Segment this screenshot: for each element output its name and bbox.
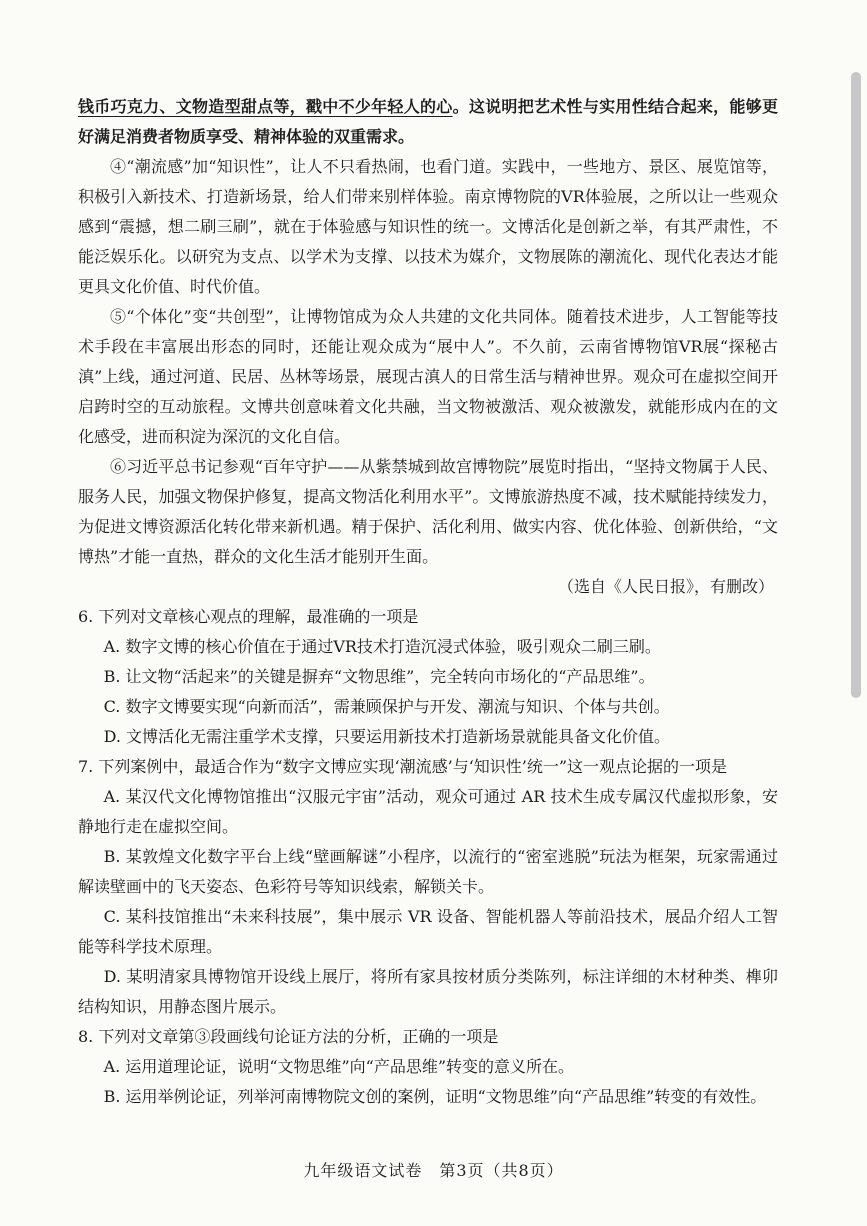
question-stem: 6. 下列对文章核心观点的理解，最准确的一项是: [78, 607, 419, 626]
option-d: D. 文博活化无需注重学术支撑，只要运用新技术打造新场景就能具备文化价值。: [103, 727, 671, 746]
option-d: D. 某明清家具博物馆开设线上展厅，将所有家具按材质分类陈列，标注详细的木材种类、榫卯结构知识，用静态图片展示。: [78, 967, 778, 1016]
option-a: A. 数字文博的核心价值在于通过VR技术打造沉浸式体验，吸引观众二刷三刷。: [103, 637, 661, 656]
option-a: A. 某汉代文化博物馆推出“汉服元宇宙”活动，观众可通过 AR 技术生成专属汉代虚拟形象，安静地行走在虚拟空间。: [78, 787, 778, 836]
article-source: （选自《人民日报》，有删改）: [557, 577, 774, 596]
paragraph-4: ④“潮流感”加“知识性”，让人不只看热闹，也看门道。实践中，一些地方、景区、展览馆等，积极引入新技术、打造新场景，给人们带来别样体验。南京博物院的VR体验展，之所以让一些观众感到“震撼，想二刷三刷”，就在于体验感与知识性的统一。文博活化是创新之举，有其严肃性，不能泛娱乐化。以研究为支点、以学术为支撑、以技术为媒介，文物展陈的潮流化、现代化表达才能更具文化价值、时代价值。: [78, 157, 778, 296]
question-7: [78, 752, 778, 1022]
option-c: C. 数字文博要实现“向新而活”，需兼顾保护与开发、潮流与知识、个体与共创。: [103, 697, 670, 716]
paragraph-continuation: [78, 92, 778, 152]
scrollbar-thumb[interactable]: [851, 72, 861, 698]
option-c: C. 某科技馆推出“未来科技展”，集中展示 VR 设备、智能机器人等前沿技术，展品介绍人工智能等科学技术原理。: [78, 907, 778, 956]
page-footer: 九年级语文试卷 第3页（共8页）: [303, 1161, 564, 1180]
paragraph-6: ⑥习近平总书记参观“百年守护——从紫禁城到故宫博物院”展览时指出，“坚持文物属于人民、服务人民，加强文物保护修复，提高文物活化利用水平”。文博旅游热度不减，技术赋能持续发力，为促进文博资源活化转化带来新机遇。精于保护、活化利用、做实内容、优化体验、创新供给，“文博热”才能一直热，群众的文化生活才能别开生面。: [78, 457, 778, 566]
continuation-text: 。这说明把艺术性与实用性结合起来，能够更好满足消费者物质享受、精神体验的双重需求。: [78, 97, 778, 146]
question-stem: 8. 下列对文章第③段画线句论证方法的分析，正确的一项是: [78, 1027, 499, 1046]
option-b: B. 某敦煌文化数字平台上线“壁画解谜”小程序，以流行的“密室逃脱”玩法为框架，玩家需通过解读壁画中的飞天姿态、色彩符号等知识线索，解锁关卡。: [78, 847, 778, 896]
option-b: B. 运用举例论证，列举河南博物院文创的案例，证明“文物思维”向“产品思维”转变的有效性。: [103, 1087, 767, 1106]
paragraph-5: ⑤“个体化”变“共创型”，让博物馆成为众人共建的文化共同体。随着技术进步，人工智能等技术手段在丰富展出形态的同时，还能让观众成为“展中人”。不久前，云南省博物馆VR展“探秘古滇”上线，通过河道、民居、丛林等场景，展现古滇人的日常生活与精神世界。观众可在虚拟空间开启跨时空的互动旅程。文博共创意味着文化共融，当文物被激活、观众被激发，就能形成内在的文化感受，进而积淀为深沉的文化自信。: [78, 307, 778, 446]
page-content: [78, 92, 778, 1112]
option-a: A. 运用道理论证，说明“文物思维”向“产品思维”转变的意义所在。: [103, 1057, 575, 1076]
option-b: B. 让文物“活起来”的关键是摒弃“文物思维”，完全转向市场化的“产品思维”。: [103, 667, 655, 686]
question-6: [78, 602, 778, 752]
question-8: [78, 1022, 778, 1112]
question-stem: 7. 下列案例中，最适合作为“数字文博应实现‘潮流感’与‘知识性’统一”这一观点论据的一项是: [78, 757, 728, 776]
underlined-sentence: 钱币巧克力、文物造型甜点等，戳中不少年轻人的心: [78, 97, 453, 116]
